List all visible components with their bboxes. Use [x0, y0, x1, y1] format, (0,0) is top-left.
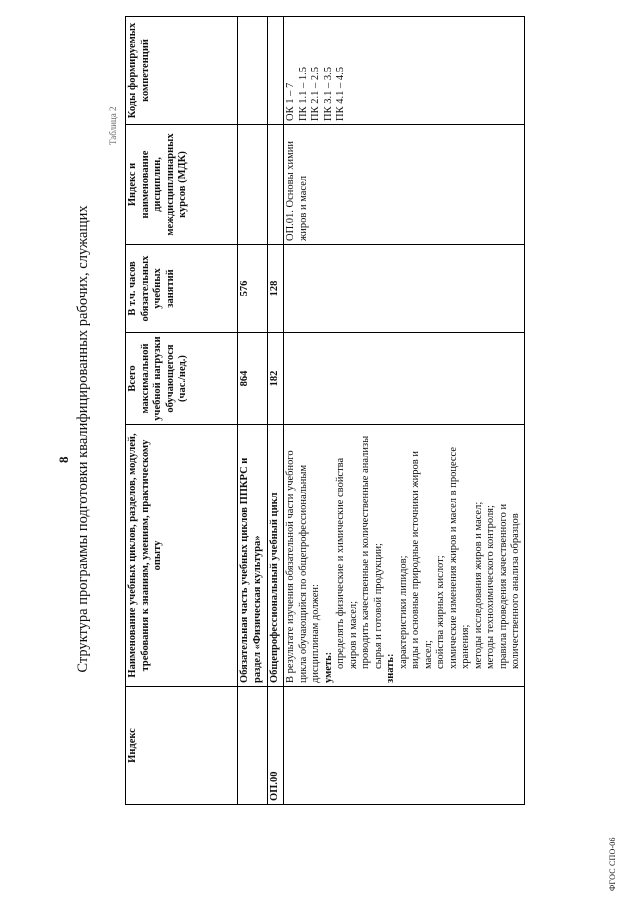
header-mandatory: В т.ч. часов обязательных учебных занятий: [126, 245, 238, 333]
mandatory-part-max-load: 864: [238, 333, 268, 425]
knowledge-item: свойства жирных кислот;: [435, 555, 446, 669]
curriculum-table: [125, 16, 525, 805]
header-name: Наименование учебных циклов, разделов, модулей, требования к знаниям, умениям, практическому опыту: [126, 425, 238, 687]
knowledge-title: знать:: [385, 653, 396, 683]
op01-intro: В результате изучения обязательной части учебного цикла обучающийся по общепрофессиональным дисциплинам должен:: [285, 450, 321, 683]
header-competencies: Коды формируемых компетенций: [126, 17, 238, 125]
general-prof-index: ОП.00: [268, 687, 284, 805]
table-label: Таблица 2: [108, 106, 118, 145]
knowledge-item: методы исследования жиров и масел;: [472, 501, 484, 669]
op01-requirements: [284, 425, 525, 687]
knowledge-item: методы технохимического контроля;: [485, 505, 496, 669]
table-header-row: [126, 17, 238, 805]
general-prof-mandatory: 128: [268, 245, 284, 333]
knowledge-item: характеристики липидов;: [397, 555, 409, 669]
skill-item: определять физические и химические свойства жиров и масел;: [335, 457, 359, 669]
table-row-op01: [284, 17, 525, 805]
footer-code: ФГОС СПО-06: [608, 837, 617, 891]
op01-competencies: [284, 17, 525, 125]
competency-code: ПК 3.1 – 3.5: [322, 67, 334, 121]
knowledge-item: виды и основные природные источники жиров и масел;: [410, 451, 434, 669]
op01-discipline: ОП.01. Основы химии жиров и масел: [284, 125, 525, 245]
knowledge-item: химические изменения жиров и масел в процессе хранения;: [447, 447, 471, 669]
header-index: Индекс: [126, 687, 238, 805]
mandatory-part-name: Обязательная часть учебных циклов ППКРС и раздел «Физическая культура»: [238, 425, 268, 687]
general-prof-max-load: 182: [268, 333, 284, 425]
table-row-mandatory-part: [238, 17, 268, 805]
competency-code: ПК 1.1 – 1.5: [297, 67, 309, 121]
table-caption: Структура программы подготовки квалифицированных рабочих, служащих: [75, 205, 91, 673]
table-row-general-prof: [268, 17, 284, 805]
competency-code: ПК 4.1 – 4.5: [335, 67, 346, 121]
mandatory-part-mandatory: 576: [238, 245, 268, 333]
page-number: 8: [56, 456, 71, 463]
header-discipline: Индекс и наименование дисциплин, междисциплинарных курсов (МДК): [126, 125, 238, 245]
competency-code: ПК 2.1 – 2.5: [310, 67, 321, 121]
competency-code: ОК 1 – 7: [285, 82, 296, 121]
knowledge-item: правила проведения качественного и количественного анализа образцов: [497, 503, 521, 669]
skill-item: проводить качественные и количественные анализы сырья и готовой продукции;: [360, 435, 384, 669]
header-max-load: Всего максимальной учебной нагрузки обучающегося (час./нед.): [126, 333, 238, 425]
skills-title: уметь:: [322, 651, 334, 683]
general-prof-name: Общепрофессиональный учебный цикл: [268, 425, 284, 687]
